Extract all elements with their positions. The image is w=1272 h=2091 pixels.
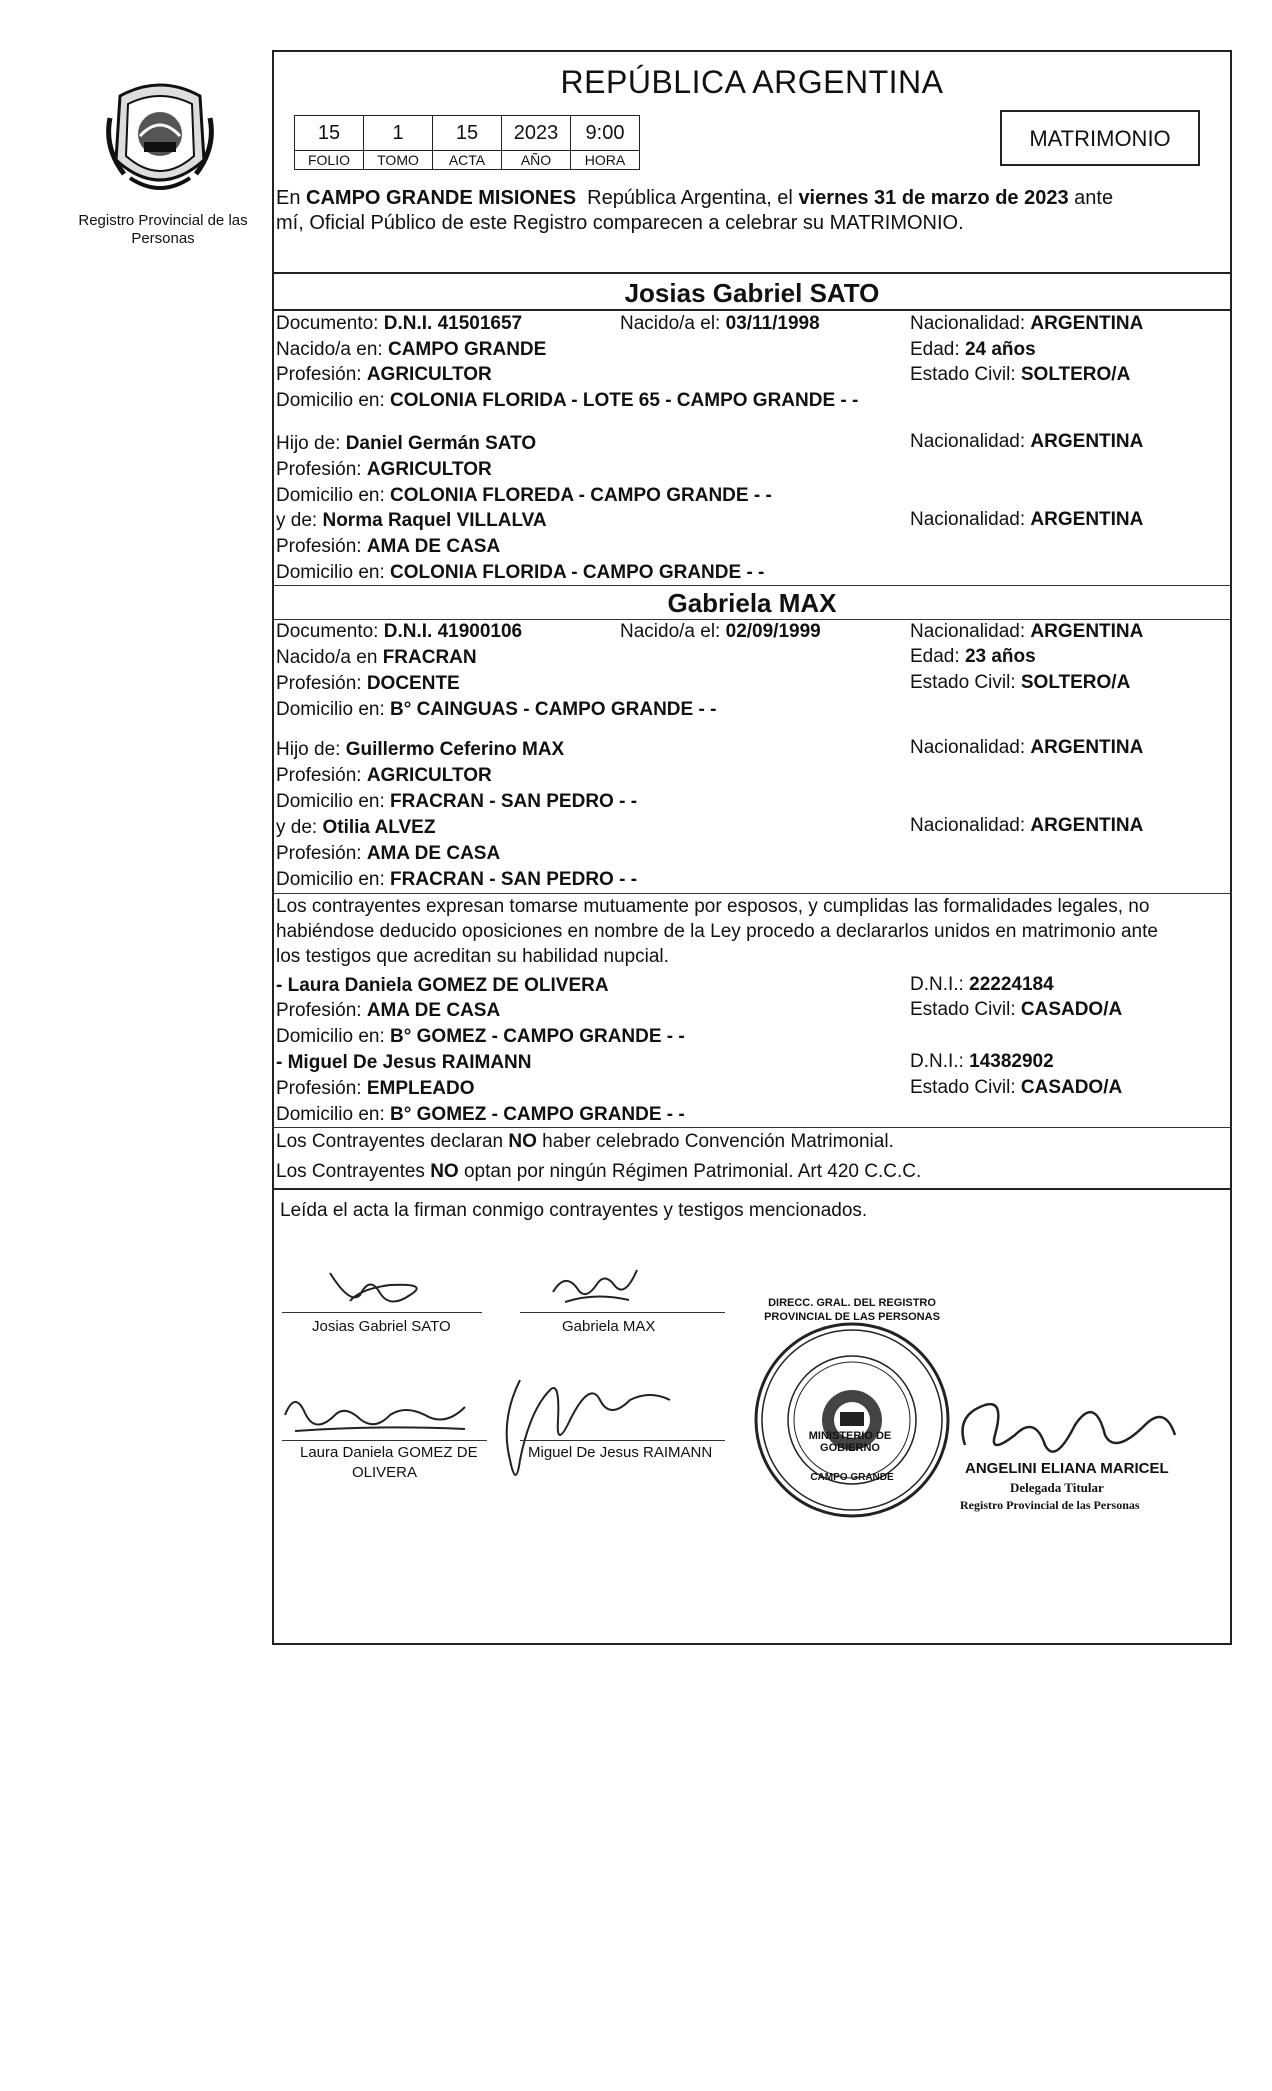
spouse1-document: Documento: D.N.I. 41501657 bbox=[276, 313, 523, 334]
spouse2-name: Gabriela MAX bbox=[667, 588, 837, 618]
convention-line-2: Los Contrayentes NO optan por ningún Régimen Patrimonial. Art 420 C.C.C. bbox=[276, 1161, 922, 1182]
anio-label: AÑO bbox=[502, 151, 571, 170]
declaration-line-1: Los contrayentes expresan tomarse mutuamente por esposos, y cumplidas las formalidades legales, no bbox=[276, 896, 1150, 917]
witness2-profession: Profesión: EMPLEADO bbox=[276, 1078, 475, 1099]
officer-org: Registro Provincial de las Personas bbox=[960, 1498, 1140, 1512]
convention-line-1: Los Contrayentes declaran NO haber celebrado Convención Matrimonial. bbox=[276, 1131, 894, 1152]
declaration-line-2: habiéndose deducido oposiciones en nombre de la Ley procedo a declararlos unidos en matrimonio ante bbox=[276, 921, 1158, 942]
closing-text: Leída el acta la firman conmigo contrayentes y testigos mencionados. bbox=[280, 1200, 868, 1221]
spouse2-birth-date: Nacido/a el: 02/09/1999 bbox=[620, 621, 821, 642]
page-title: REPÚBLICA ARGENTINA bbox=[560, 64, 944, 100]
spouse1-birth-date: Nacido/a el: 03/11/1998 bbox=[620, 313, 820, 334]
declaration-line-3: los testigos que acreditan su habilidad nupcial. bbox=[276, 946, 669, 967]
spouse1-mother-profession: Profesión: AMA DE CASA bbox=[276, 536, 501, 557]
registry-logo bbox=[100, 78, 220, 203]
spouse1-signature bbox=[320, 1265, 440, 1315]
seal-inner-text: MINISTERIO DE GOBIERNO bbox=[808, 1430, 892, 1454]
folio-value: 15 bbox=[295, 116, 364, 151]
witness1-signature bbox=[275, 1385, 475, 1445]
spouse2-mother-address: Domicilio en: FRACRAN - SAN PEDRO - - bbox=[276, 869, 638, 890]
registry-seal bbox=[752, 1320, 952, 1520]
spouse1-name: Josias Gabriel SATO bbox=[624, 278, 880, 308]
spouse2-mother: y de: Otilia ALVEZ bbox=[276, 817, 436, 838]
spouse1-signature-name: Josias Gabriel SATO bbox=[312, 1318, 451, 1335]
spouse2-age: Edad: 23 años bbox=[910, 646, 1036, 667]
spouse1-father-profession: Profesión: AGRICULTOR bbox=[276, 459, 492, 480]
acta-label: ACTA bbox=[433, 151, 502, 170]
spouse2-document: Documento: D.N.I. 41900106 bbox=[276, 621, 523, 642]
spouse2-birth-place: Nacido/a en FRACRAN bbox=[276, 647, 477, 668]
witness1-signature-name-1: Laura Daniela GOMEZ DE bbox=[300, 1444, 478, 1461]
witness1-dni: D.N.I.: 22224184 bbox=[910, 974, 1054, 995]
officer-title: Delegada Titular bbox=[1010, 1480, 1104, 1495]
witness2-name: - Miguel De Jesus RAIMANN bbox=[276, 1052, 532, 1073]
officer-name: ANGELINI ELIANA MARICEL bbox=[965, 1460, 1169, 1477]
spouse2-father-profession: Profesión: AGRICULTOR bbox=[276, 765, 492, 786]
spouse1-nationality: Nacionalidad: ARGENTINA bbox=[910, 313, 1144, 334]
witness1-signature-name-2: OLIVERA bbox=[352, 1464, 418, 1481]
seal-bottom-text: CAMPO GRANDE bbox=[810, 1472, 894, 1483]
spouse1-birth-place: Nacido/a en: CAMPO GRANDE bbox=[276, 339, 547, 360]
intro-line-1: En CAMPO GRANDE MISIONES República Argentina, el viernes 31 de marzo de 2023 ante bbox=[276, 187, 1114, 209]
spouse1-age: Edad: 24 años bbox=[910, 339, 1036, 360]
seal-ring-text: DIRECC. GRAL. DEL REGISTRO PROVINCIAL DE LAS PERSONAS bbox=[764, 1297, 940, 1323]
spouse2-signature bbox=[545, 1262, 645, 1318]
registry-caption: Registro Provincial de las Personas bbox=[78, 212, 248, 247]
hora-label: HORA bbox=[571, 151, 640, 170]
witness1-address: Domicilio en: B° GOMEZ - CAMPO GRANDE - - bbox=[276, 1026, 685, 1047]
spouse2-father-address: Domicilio en: FRACRAN - SAN PEDRO - - bbox=[276, 791, 638, 812]
spouse1-father: Hijo de: Daniel Germán SATO bbox=[276, 433, 537, 454]
folio-label: FOLIO bbox=[295, 151, 364, 170]
intro-line-2: mí, Oficial Público de este Registro comparecen a celebrar su MATRIMONIO. bbox=[276, 212, 964, 234]
spouse2-civil-status: Estado Civil: SOLTERO/A bbox=[910, 672, 1131, 693]
witness1-name: - Laura Daniela GOMEZ DE OLIVERA bbox=[276, 975, 609, 996]
witness1-civil-status: Estado Civil: CASADO/A bbox=[910, 999, 1123, 1020]
spouse2-mother-nationality: Nacionalidad: ARGENTINA bbox=[910, 815, 1144, 836]
spouse1-father-nationality: Nacionalidad: ARGENTINA bbox=[910, 431, 1144, 452]
hora-value: 9:00 bbox=[571, 116, 640, 151]
document-type-box: MATRIMONIO bbox=[1000, 110, 1200, 166]
spouse2-address: Domicilio en: B° CAINGUAS - CAMPO GRANDE - - bbox=[276, 699, 717, 720]
spouse2-signature-name: Gabriela MAX bbox=[562, 1318, 656, 1335]
witness2-dni: D.N.I.: 14382902 bbox=[910, 1051, 1054, 1072]
spouse2-father: Hijo de: Guillermo Ceferino MAX bbox=[276, 739, 565, 760]
witness2-address: Domicilio en: B° GOMEZ - CAMPO GRANDE - - bbox=[276, 1104, 685, 1125]
spouse2-father-nationality: Nacionalidad: ARGENTINA bbox=[910, 737, 1144, 758]
spouse1-address: Domicilio en: COLONIA FLORIDA - LOTE 65 - CAMPO GRANDE - - bbox=[276, 390, 859, 411]
witness2-signature bbox=[480, 1360, 680, 1500]
spouse1-civil-status: Estado Civil: SOLTERO/A bbox=[910, 364, 1131, 385]
tomo-value: 1 bbox=[364, 116, 433, 151]
tomo-label: TOMO bbox=[364, 151, 433, 170]
witness1-profession: Profesión: AMA DE CASA bbox=[276, 1000, 501, 1021]
spouse2-mother-profession: Profesión: AMA DE CASA bbox=[276, 843, 501, 864]
spouse2-nationality: Nacionalidad: ARGENTINA bbox=[910, 621, 1144, 642]
spouse1-father-address: Domicilio en: COLONIA FLOREDA - CAMPO GRANDE - - bbox=[276, 485, 772, 506]
spouse1-mother: y de: Norma Raquel VILLALVA bbox=[276, 510, 547, 531]
anio-value: 2023 bbox=[502, 116, 571, 151]
spouse2-profession: Profesión: DOCENTE bbox=[276, 673, 460, 694]
spouse1-mother-address: Domicilio en: COLONIA FLORIDA - CAMPO GRANDE - - bbox=[276, 562, 765, 583]
witness2-signature-name: Miguel De Jesus RAIMANN bbox=[528, 1444, 713, 1461]
registry-table bbox=[294, 115, 640, 170]
spouse1-mother-nationality: Nacionalidad: ARGENTINA bbox=[910, 509, 1144, 530]
witness2-civil-status: Estado Civil: CASADO/A bbox=[910, 1077, 1123, 1098]
acta-value: 15 bbox=[433, 116, 502, 151]
spouse1-profession: Profesión: AGRICULTOR bbox=[276, 364, 492, 385]
